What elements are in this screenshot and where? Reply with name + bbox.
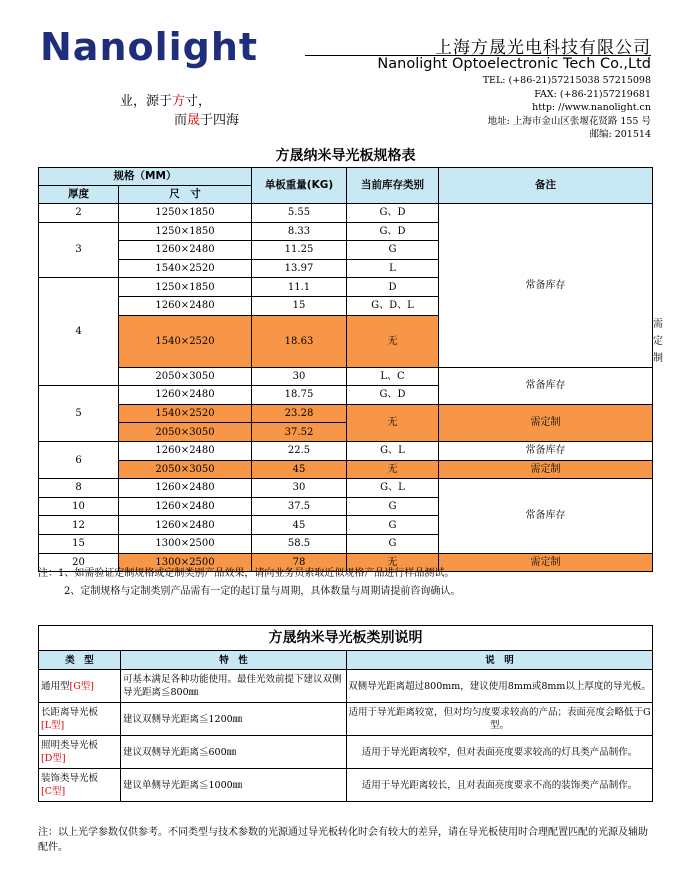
- remark-cell: 常备库存: [439, 441, 653, 460]
- weight-cell: 15: [252, 296, 347, 315]
- size-cell: 1260×2480: [119, 241, 252, 260]
- type-table-title: 方晟纳米导光板类别说明: [39, 626, 653, 651]
- table-row: [39, 367, 653, 386]
- size-cell: 1300×2500: [119, 534, 252, 553]
- header-weight: 单板重量(KG): [252, 168, 347, 204]
- tel-text: TEL: (+86-21)57215038 57215098: [482, 75, 651, 86]
- stock-cell: G: [347, 516, 439, 535]
- weight-cell: 8.33: [252, 222, 347, 241]
- thickness-cell: 10: [39, 497, 119, 516]
- desc-cell: 适用于导光距离较宽，但对均匀度要求较高的产品；表面亮度会略低于G型。: [347, 703, 653, 736]
- header-feature: 特 性: [121, 651, 347, 670]
- thickness-cell: 4: [39, 278, 119, 386]
- slogan-line-1: 业，源于方寸，: [120, 94, 212, 109]
- stock-cell: L: [347, 259, 439, 278]
- remark-cell: 需定制: [439, 404, 653, 441]
- table-row: [39, 769, 653, 802]
- remark-cell: 需定制: [439, 460, 653, 479]
- weight-cell: 18.63: [252, 315, 347, 367]
- contact-block: [483, 74, 651, 142]
- stock-cell: G: [347, 534, 439, 553]
- weight-cell: 13.97: [252, 259, 347, 278]
- header-desc: 说 明: [347, 651, 653, 670]
- stock-cell: 无: [347, 460, 439, 479]
- remark-cell: 常备库存: [439, 479, 653, 553]
- table-row: [39, 703, 653, 736]
- size-cell: 1250×1850: [119, 278, 252, 297]
- size-cell: 1300×2500: [119, 553, 252, 572]
- spec-table-title: 方晟纳米导光板规格表: [275, 147, 416, 164]
- table-row: [39, 441, 653, 460]
- size-cell: 1260×2480: [119, 386, 252, 405]
- web-text: http: //www.nanolight.cn: [532, 102, 651, 113]
- weight-cell: 11.1: [252, 278, 347, 297]
- company-logo: Nanolight: [40, 25, 259, 69]
- table-row: [39, 404, 653, 423]
- address-text: 地址: 上海市金山区张堰花贤路 155 号: [487, 115, 651, 127]
- type-cell: 长距离导光板 [L型]: [39, 703, 121, 736]
- size-cell: 1260×2480: [119, 516, 252, 535]
- remark-cell: 常备库存: [439, 204, 653, 368]
- weight-cell: 30: [252, 367, 347, 386]
- thickness-cell: 2: [39, 204, 119, 223]
- optics-note: 注：以上光学参数仅供参考。不同类型与技术参数的光源通过导光板转化时会有较大的差异，请在导光板使用时合理配置匹配的光源及辅助配件。: [38, 827, 648, 853]
- spec-table: [38, 145, 663, 572]
- stock-cell: G、D、L: [347, 296, 439, 315]
- table-row: [39, 204, 653, 223]
- thickness-cell: 5: [39, 386, 119, 442]
- size-cell: 1250×1850: [119, 204, 252, 223]
- desc-cell: 双侧导光距离超过800mm，建议使用8mm或8mm以上厚度的导光板。: [347, 670, 653, 703]
- size-cell: 2050×3050: [119, 367, 252, 386]
- header-size: 尺 寸: [119, 186, 252, 204]
- feature-cell: 建议双侧导光距离≦600㎜: [121, 736, 347, 769]
- weight-cell: 30: [252, 479, 347, 498]
- table-row: 1540×2520 18.63 无 需定制: [39, 315, 653, 367]
- stock-cell: G、D: [347, 222, 439, 241]
- stock-cell: G、L: [347, 441, 439, 460]
- weight-cell: 22.5: [252, 441, 347, 460]
- weight-cell: 37.5: [252, 497, 347, 516]
- weight-cell: 23.28: [252, 404, 347, 423]
- weight-cell: 37.52: [252, 423, 347, 442]
- fax-text: FAX: (+86-21)57219681: [534, 88, 651, 100]
- header-spec: 规格（MM）: [39, 168, 252, 186]
- header-remark: 备注: [439, 168, 653, 204]
- header-thickness: 厚度: [39, 186, 119, 204]
- company-name-cn: 上海方晟光电科技有限公司: [435, 38, 651, 58]
- weight-cell: 78: [252, 553, 347, 572]
- size-cell: 2050×3050: [119, 423, 252, 442]
- stock-cell: D: [347, 278, 439, 297]
- thickness-cell: 12: [39, 516, 119, 535]
- type-cell: 照明类导光板 [D型]: [39, 736, 121, 769]
- stock-cell: G、D: [347, 386, 439, 405]
- table-row: [39, 479, 653, 498]
- size-cell: 1540×2520: [119, 404, 252, 423]
- stock-cell: 无: [347, 553, 439, 572]
- size-cell: 1260×2480: [119, 296, 252, 315]
- note-line: 2、定制规格与定制类别产品需有一定的起订量与周期，具体数量与周期请提前咨询确认。: [64, 586, 461, 597]
- weight-cell: 45: [252, 460, 347, 479]
- weight-cell: 45: [252, 516, 347, 535]
- company-name-en: Nanolight Optoelectronic Tech Co.,Ltd: [377, 56, 651, 72]
- stock-cell: 无: [347, 404, 439, 441]
- size-cell: 1260×2480: [119, 441, 252, 460]
- weight-cell: 18.75: [252, 386, 347, 405]
- remark-cell: 常备库存: [439, 367, 653, 404]
- header-stock: 当前库存类别: [347, 168, 439, 204]
- remark-cell: 需定制: [439, 553, 653, 572]
- thickness-cell: 20: [39, 553, 119, 572]
- type-cell: 装饰类导光板 [C型]: [39, 769, 121, 802]
- note-line: 注：1、如需验证定制规格或定制类别产品效果，请向业务员索取近似规格产品进行样品测试。: [38, 568, 455, 579]
- thickness-cell: 3: [39, 222, 119, 278]
- stock-cell: G: [347, 497, 439, 516]
- size-cell: 1540×2520: [119, 259, 252, 278]
- thickness-cell: 8: [39, 479, 119, 498]
- postcode-text: 邮编: 201514: [589, 129, 651, 140]
- table-row: [39, 460, 653, 479]
- size-cell: 1260×2480: [119, 479, 252, 498]
- slogan-line-2: 而晟于四海: [174, 113, 240, 128]
- weight-cell: 58.5: [252, 534, 347, 553]
- stock-cell: G: [347, 241, 439, 260]
- desc-cell: 适用于导光距离较窄，但对表面亮度要求较高的灯具类产品制作。: [347, 736, 653, 769]
- stock-cell: L、C: [347, 367, 439, 386]
- stock-cell: 无: [347, 315, 439, 367]
- size-cell: 1250×1850: [119, 222, 252, 241]
- stock-cell: G、D: [347, 204, 439, 223]
- desc-cell: 适用于导光距离较长，且对表面亮度要求不高的装饰类产品制作。: [347, 769, 653, 802]
- table-row: [39, 736, 653, 769]
- weight-cell: 5.55: [252, 204, 347, 223]
- type-cell: 通用型[G型]: [39, 670, 121, 703]
- table-row: [39, 670, 653, 703]
- thickness-cell: 15: [39, 534, 119, 553]
- feature-cell: 可基本满足各种功能使用。最佳光效前提下建议双侧导光距离≦800㎜: [121, 670, 347, 703]
- size-cell: 2050×3050: [119, 460, 252, 479]
- thickness-cell: 6: [39, 441, 119, 478]
- header-type: 类 型: [39, 651, 121, 670]
- spec-notes: [38, 565, 460, 601]
- weight-cell: 11.25: [252, 241, 347, 260]
- feature-cell: 建议双侧导光距离≦1200㎜: [121, 703, 347, 736]
- size-cell: 1540×2520: [119, 315, 252, 367]
- feature-cell: 建议单侧导光距离≦1000㎜: [121, 769, 347, 802]
- type-table: [38, 625, 653, 802]
- size-cell: 1260×2480: [119, 497, 252, 516]
- stock-cell: G、L: [347, 479, 439, 498]
